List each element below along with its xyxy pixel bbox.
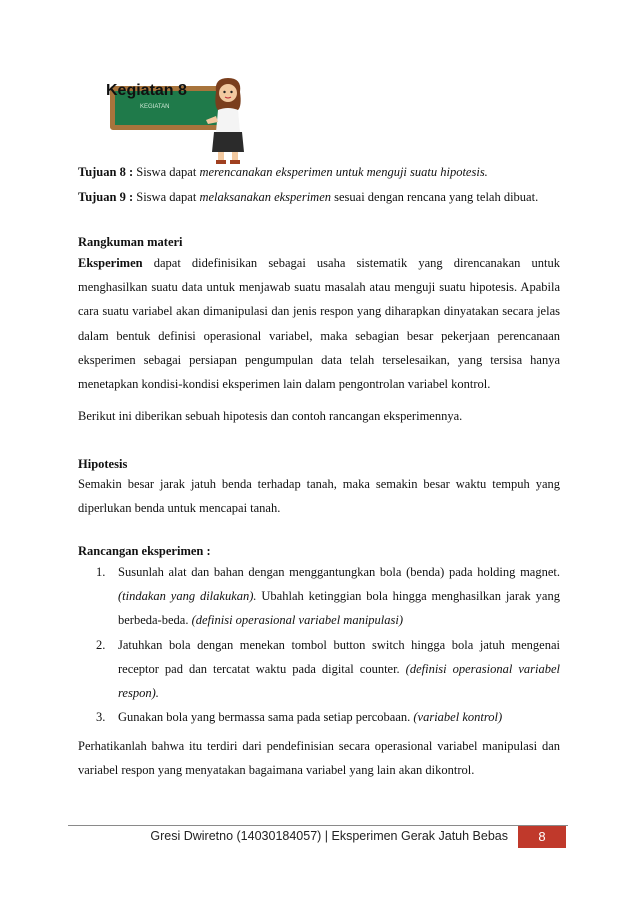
rangkuman-body: dapat didefinisikan sebagai usaha sistematik yang direncanakan untuk menghasilkan suatu data untuk menjawab suatu masalah atau menguji suatu hipotesis. Apabila cara suatu variabel akan dimanipulasi dan jenis respon yang diharapkan dinyatakan secara jelas dalam bentuk definisi operasional variabel, maka sebagian besar pekerjaan perencanaan eksperimen sebagai persiapan pengumpulan data telah terselesaikan, yang tersisa hanya menetapkan kondisi-kondisi eksperimen lain dalam pengontrolan variabel kontrol. [78, 256, 560, 392]
footer-text: Gresi Dwiretno (14030184057) | Eksperimen Gerak Jatuh Bebas [150, 829, 508, 843]
tujuan-9-post: sesuai dengan rencana yang telah dibuat. [331, 190, 539, 204]
teacher-illustration-icon [204, 76, 252, 164]
tujuan-9-text: Siswa dapat [136, 190, 200, 204]
rangkuman-term: Eksperimen [78, 256, 143, 270]
list-item-note-2: (definisi operasional variabel manipulasi) [191, 613, 404, 628]
closing-paragraph: Perhatikanlah bahwa itu terdiri dari pendefinisian secara operasional variabel manipulasi dan variabel respon yang menyatakan bagaimana variabel yang lain akan dikontrol. [78, 739, 560, 778]
tujuan-9-line [78, 189, 538, 205]
list-item-note: (definisi operasional variabel respon). [118, 661, 560, 701]
list-item-text: Susunlah alat dan bahan dengan menggantungkan bola (benda) pada holding magnet. [118, 565, 560, 579]
list-item-text-2: Ubahlah ketinggian bola hingga menghasilkan jarak yang berbeda-beda. [118, 589, 560, 628]
tujuan-9-italic: melaksanakan eksperimen [199, 190, 331, 204]
tujuan-9-label: Tujuan 9 : [78, 190, 134, 204]
footer-divider [68, 825, 568, 826]
activity-badge [100, 76, 250, 164]
list-item-text: Jatuhkan bola dengan menekan tombol button switch hingga bola jatuh mengenai receptor pad dan tercatat waktu pada digital counter. [118, 637, 560, 676]
list-item-text: Gunakan bola yang bermassa sama pada setiap percobaan. [118, 710, 414, 725]
list-item-number: 1. [96, 565, 106, 579]
hipotesis-heading: Hipotesis [78, 457, 128, 471]
list-item-number: 2. [96, 637, 106, 652]
tujuan-8-text: Siswa dapat [136, 165, 200, 179]
list-item [78, 633, 560, 706]
rangkuman-heading: Rangkuman materi [78, 235, 183, 249]
badge-subtitle: KEGIATAN [140, 104, 170, 110]
tujuan-8-label: Tujuan 8 : [78, 165, 134, 179]
page-number: 8 [518, 826, 566, 848]
rangkuman-intro: Berikut ini diberikan sebuah hipotesis dan contoh rancangan eksperimennya. [78, 409, 463, 423]
tujuan-8-line [78, 164, 488, 180]
list-item [78, 705, 560, 729]
rancangan-list [78, 560, 560, 729]
rangkuman-paragraph [78, 251, 560, 396]
badge-title: Kegiatan 8 [106, 82, 187, 99]
list-item-note: (variabel kontrol) [413, 710, 503, 725]
rancangan-heading: Rancangan eksperimen : [78, 544, 211, 558]
hipotesis-body: Semakin besar jarak jatuh benda terhadap tanah, maka semakin besar waktu tempuh yang diperlukan benda untuk mencapai tanah. [78, 477, 560, 516]
list-item [78, 560, 560, 633]
list-item-note: (tindakan yang dilakukan). [118, 589, 257, 604]
list-item-number: 3. [96, 710, 106, 725]
tujuan-8-italic: merencanakan eksperimen untuk menguji suatu hipotesis. [199, 165, 488, 179]
